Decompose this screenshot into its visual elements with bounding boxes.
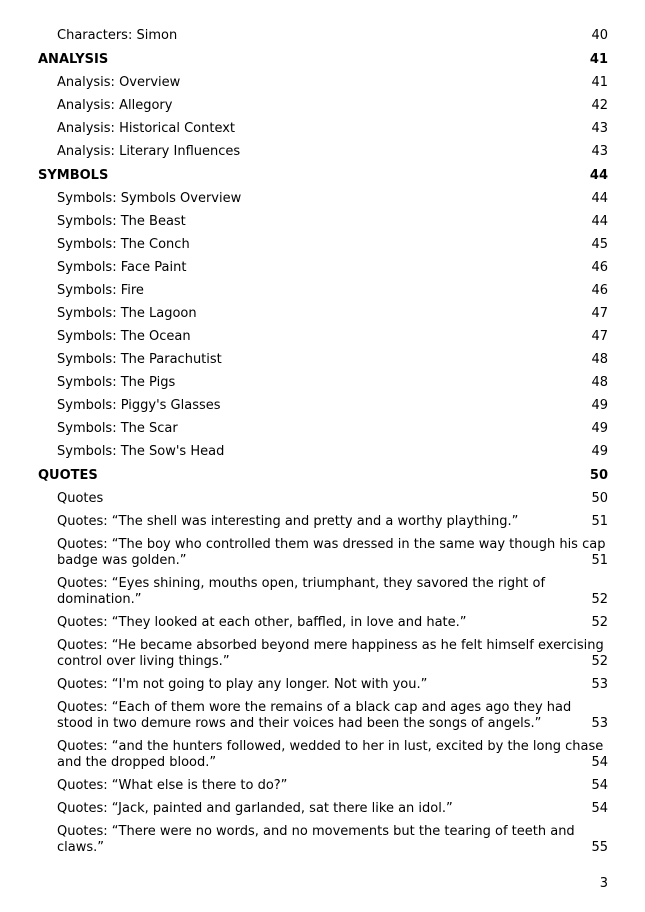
toc-entry[interactable] [57,28,608,44]
toc-entry-label: Symbols: The Lagoon [57,306,197,321]
toc-entry-page: 48 [591,375,608,390]
toc-section-header[interactable] [38,52,608,68]
toc-entry-page: 49 [591,421,608,436]
toc-entry-page: 47 [591,306,608,321]
toc-entry-page: 40 [591,28,608,43]
toc-entry[interactable] [57,537,608,569]
toc-entry-label: Quotes: “What else is there to do?” [57,778,288,793]
toc-entry-page: 45 [591,237,608,252]
toc-section-header[interactable] [38,168,608,184]
toc-entry-page: 43 [591,144,608,159]
toc-entry[interactable] [57,444,608,460]
toc-entry[interactable] [57,352,608,368]
toc-entry[interactable] [57,98,608,114]
toc-entry[interactable] [57,801,608,817]
toc-entry-page: 43 [591,121,608,136]
toc-entry-page: 52 [591,592,608,607]
toc-entry-page: 55 [591,840,608,855]
toc-entry-label: Quotes: “The shell was interesting and pretty and a worthy plaything.” [57,514,519,529]
toc-section-header-label: ANALYSIS [38,52,109,67]
toc-section-header-page: 41 [589,52,608,67]
toc-entry-label: Characters: Simon [57,28,178,43]
toc-entry-label: Quotes: “Eyes shining, mouths open, triumphant, they savored the right of domination.” [57,576,546,607]
toc-entry[interactable] [57,398,608,414]
toc-entry-label: Symbols: The Parachutist [57,352,222,367]
toc-entry-label: Symbols: Piggy's Glasses [57,398,221,413]
toc-entry-page: 51 [591,514,608,529]
toc-group [38,468,608,856]
toc-entry-label: Quotes: “and the hunters followed, wedded to her in lust, excited by the long chase and the dropped blood.” [57,739,604,770]
toc-entry[interactable] [57,144,608,160]
toc-entry[interactable] [57,677,608,693]
toc-entry-label: Analysis: Overview [57,75,181,90]
toc-entry-label: Analysis: Historical Context [57,121,236,136]
toc-group [38,28,608,44]
toc-entry-page: 48 [591,352,608,367]
toc-entry-page: 49 [591,398,608,413]
toc-entry[interactable] [57,260,608,276]
toc-entry[interactable] [57,214,608,230]
toc-entry-page: 54 [591,755,608,770]
toc-entry-label: Symbols: The Pigs [57,375,176,390]
toc-entry[interactable] [57,739,608,771]
toc-section-header-page: 44 [589,168,608,183]
toc-entry-label: Quotes [57,491,104,506]
toc-entry[interactable] [57,306,608,322]
toc-section-header-label: SYMBOLS [38,168,109,183]
toc-entry-label: Symbols: The Scar [57,421,178,436]
toc-entry[interactable] [57,638,608,670]
toc-group [38,168,608,460]
toc-entry-label: Symbols: The Conch [57,237,190,252]
toc-entry-page: 42 [591,98,608,113]
toc-section-header[interactable] [38,468,608,484]
toc-entry-label: Quotes: “Each of them wore the remains of a black cap and ages ago they had stood in two demure rows and their voices had been the songs of angels.” [57,700,572,731]
toc-entry-label: Quotes: “Jack, painted and garlanded, sat there like an idol.” [57,801,453,816]
toc-entry-page: 50 [591,491,608,506]
toc-entry-label: Quotes: “They looked at each other, baffled, in love and hate.” [57,615,467,630]
toc-entry-label: Symbols: The Sow's Head [57,444,225,459]
toc-entry-page: 53 [591,677,608,692]
toc-entry-page: 47 [591,329,608,344]
toc-entry-page: 54 [591,778,608,793]
toc-entry-label: Symbols: Face Paint [57,260,187,275]
toc-entry-page: 44 [591,214,608,229]
table-of-contents [38,28,608,856]
toc-entry[interactable] [57,615,608,631]
toc-entry-page: 44 [591,191,608,206]
toc-entry-page: 53 [591,716,608,731]
toc-entry-page: 54 [591,801,608,816]
toc-entry-page: 46 [591,260,608,275]
toc-entry-label: Symbols: Fire [57,283,144,298]
toc-entry-label: Quotes: “The boy who controlled them was dressed in the same way though his cap badge was golden.” [57,537,606,568]
footer-page-number: 3 [599,876,608,891]
toc-entry[interactable] [57,421,608,437]
toc-entry-label: Symbols: The Beast [57,214,186,229]
toc-entry[interactable] [57,329,608,345]
toc-entry-label: Analysis: Allegory [57,98,173,113]
toc-entry-page: 52 [591,654,608,669]
toc-entry[interactable] [57,75,608,91]
toc-entry-label: Symbols: The Ocean [57,329,191,344]
toc-entry[interactable] [57,576,608,608]
toc-entry[interactable] [57,375,608,391]
toc-section-header-page: 50 [589,468,608,483]
toc-entry-page: 51 [591,553,608,568]
toc-entry-label: Analysis: Literary Influences [57,144,241,159]
toc-section-header-label: QUOTES [38,468,98,483]
toc-entry-label: Quotes: “There were no words, and no movements but the tearing of teeth and claws.” [57,824,575,855]
toc-entry[interactable] [57,237,608,253]
toc-entry-page: 49 [591,444,608,459]
toc-entry-label: Symbols: Symbols Overview [57,191,242,206]
toc-entry-page: 46 [591,283,608,298]
toc-entry[interactable] [57,191,608,207]
toc-entry[interactable] [57,824,608,856]
toc-entry[interactable] [57,700,608,732]
toc-entry[interactable] [57,778,608,794]
toc-entry[interactable] [57,491,608,507]
toc-entry[interactable] [57,121,608,137]
toc-entry-page: 52 [591,615,608,630]
toc-entry[interactable] [57,514,608,530]
toc-entry-page: 41 [591,75,608,90]
toc-group [38,52,608,160]
toc-entry[interactable] [57,283,608,299]
toc-entry-label: Quotes: “He became absorbed beyond mere happiness as he felt himself exercising control over living things.” [57,638,604,669]
toc-entry-label: Quotes: “I'm not going to play any longer. Not with you.” [57,677,428,692]
